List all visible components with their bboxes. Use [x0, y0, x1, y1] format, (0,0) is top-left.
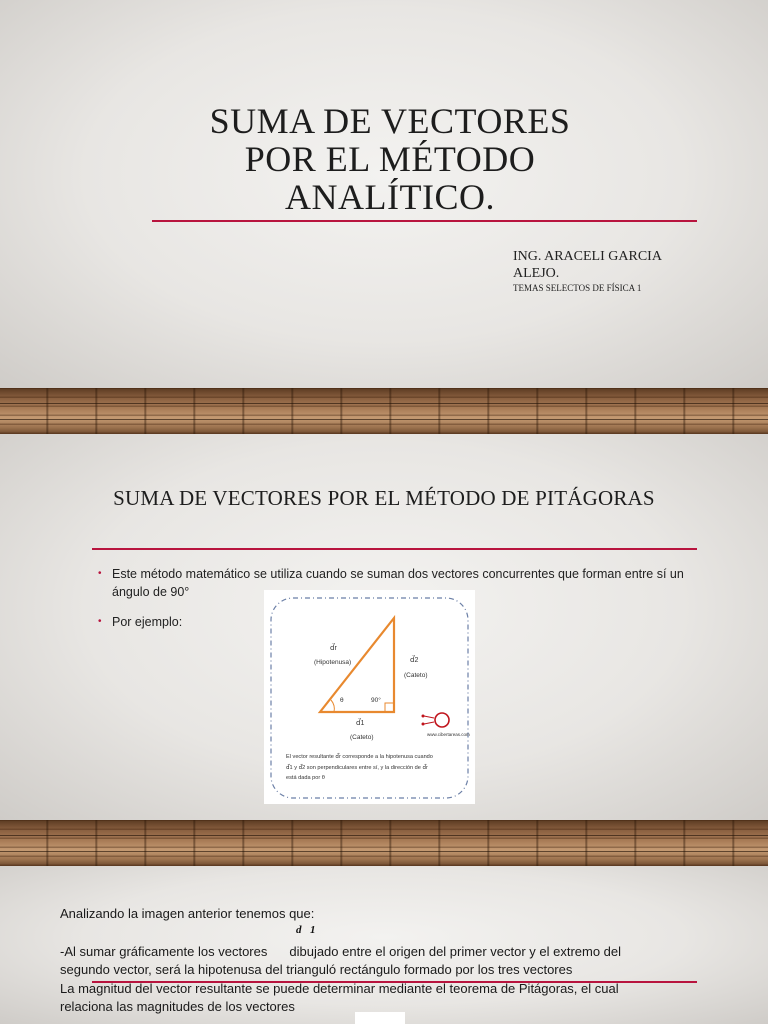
- ninety-label: 90°: [371, 697, 381, 704]
- slide2-title: SUMA DE VECTORES POR EL MÉTODO DE PITÁGORAS: [113, 486, 655, 510]
- wood-floor-1: [0, 388, 768, 434]
- title-line-2: POR EL MÉTODO: [244, 139, 536, 179]
- analysis-line-3: segundo vector, será la hipotenusa del trianguló rectángulo formado por los tres vectores: [60, 962, 573, 977]
- title-line-3: ANALÍTICO.: [285, 177, 495, 217]
- d1-label: d⃗1: [356, 720, 365, 727]
- course-name: TEMAS SELECTOS DE FÍSICA 1: [513, 283, 642, 293]
- analysis-line-5: relaciona las magnitudes de los vectores: [60, 999, 295, 1014]
- author-name: [513, 248, 713, 282]
- slide2-underline: [92, 548, 697, 550]
- hyp-caption: (Hipotenusa): [314, 659, 352, 666]
- site-label: www.cibertareas.com: [427, 732, 470, 737]
- vector-d1-symbol: d⃗1: [296, 924, 316, 936]
- vector-triangle-figure: [264, 590, 475, 804]
- wood-floor-2: [0, 820, 768, 866]
- title-underline: [152, 220, 697, 222]
- formula-image-stub: [355, 1012, 405, 1024]
- presentation-title: [150, 102, 630, 216]
- bullet-text-2: Por ejemplo:: [112, 615, 183, 629]
- line2-start: -Al sumar gráficamente los vectores: [60, 944, 268, 959]
- theta-label: θ: [340, 697, 344, 704]
- theta-arc: [331, 700, 334, 712]
- caption-line-1: El vector resultante d⃗r corresponde a la hipotenusa cuando: [286, 754, 433, 760]
- author-line-2: ALEJO.: [513, 266, 560, 281]
- dr-label: d⃗r: [330, 645, 337, 652]
- triangle-diagram: [264, 590, 475, 804]
- d2-caption: (Cateto): [404, 672, 428, 679]
- analysis-line-2: [60, 943, 720, 961]
- line2-end: dibujado entre el origen del primer vector y el extremo del: [289, 944, 622, 959]
- d1-caption: (Cateto): [350, 734, 374, 741]
- caption-line-2: d⃗1 y d⃗2 son perpendiculares entre sí, y la dirección de d⃗r: [286, 765, 428, 771]
- slide-title: [0, 0, 768, 388]
- title-line-1: SUMA DE VECTORES: [209, 101, 571, 141]
- caption-line-3: está dada por θ: [286, 775, 325, 781]
- analysis-line-4: La magnitud del vector resultante se puede determinar mediante el teorema de Pitágoras, el cual: [60, 981, 619, 996]
- d2-label: d⃗2: [410, 657, 419, 664]
- author-line-1: ING. ARACELI GARCIA: [513, 249, 662, 264]
- bullet-text-1: Este método matemático se utiliza cuando se suman dos vectores concurrentes que forman entre sí un ángulo de 90°: [112, 567, 684, 599]
- cibertareas-logo: [422, 713, 450, 727]
- analysis-intro: Analizando la imagen anterior tenemos que:: [60, 906, 315, 921]
- right-angle-mark: [385, 703, 394, 712]
